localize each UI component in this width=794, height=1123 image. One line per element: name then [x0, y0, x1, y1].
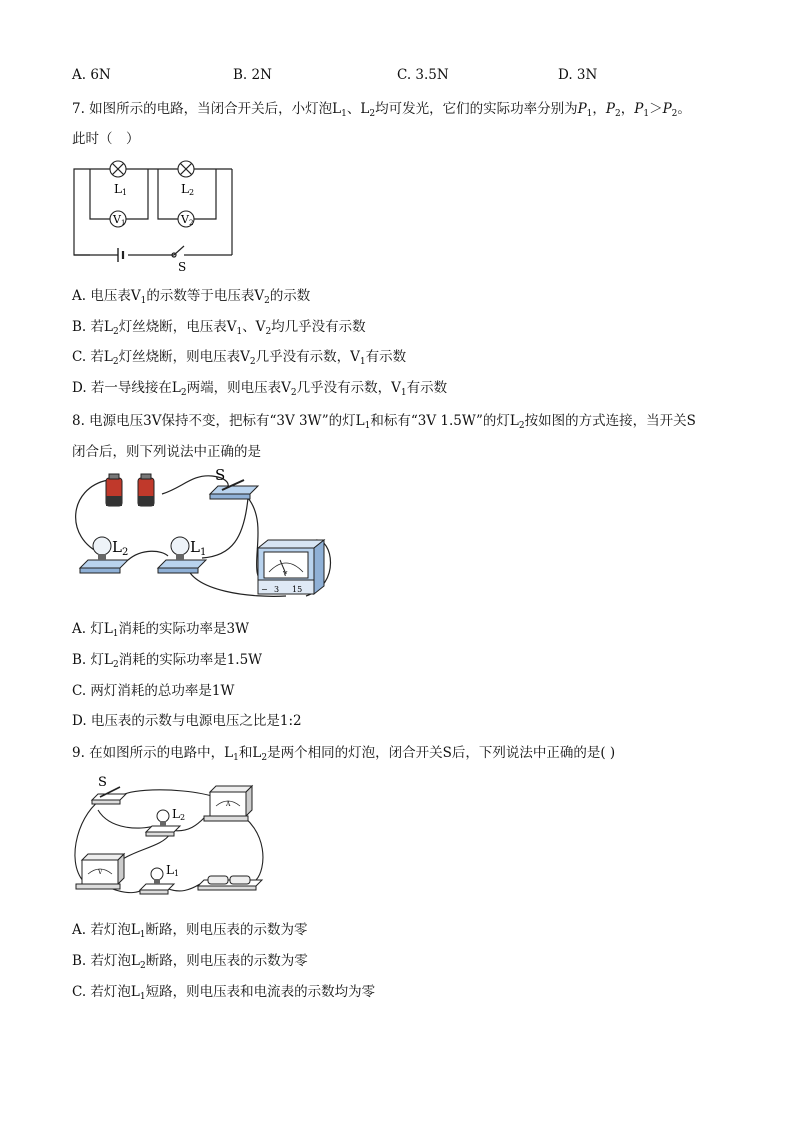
- q7-option-d: D. 若一导线接在$L_2$两端，则电压表$V_2$几乎没有示数，$V_1$有示数: [72, 380, 448, 398]
- q7-option-b: B. 若$L_2$灯丝烧断，电压表$V_1$、$V_2$均几乎没有示数: [72, 319, 366, 337]
- q9-option-b: B. 若灯泡$L_2$断路，则电压表的示数为零: [72, 953, 308, 971]
- q7-stem-line2: 此时（ ）: [72, 131, 140, 147]
- q7-option-c: C. 若$L_2$灯丝烧断，则电压表$V_2$几乎没有示数，$V_1$有示数: [72, 349, 407, 367]
- l2-label: $L_2$: [112, 538, 129, 558]
- switch-label: S: [215, 468, 226, 484]
- q8-stem-line2: 闭合后，则下列说法中正确的是: [72, 444, 261, 460]
- q8-stem-line1: 8. 电源电压3V保持不变，把标有“3V 3W”的灯$L_1$和标有“3V 1.5W”的灯$L_2$按如图的方式连接，当开关S: [72, 413, 696, 431]
- battery-icon: [106, 474, 154, 506]
- switch-label: S: [98, 775, 107, 790]
- switch-label: S: [178, 260, 187, 274]
- v1-label: V1: [113, 213, 126, 227]
- q8-option-c: C. 两灯消耗的总功率是1W: [72, 683, 235, 699]
- terminal-3: 3: [274, 585, 280, 594]
- q9-option-a: A. 若灯泡$L_1$断路，则电压表的示数为零: [72, 922, 308, 940]
- q8-option-b: B. 灯$L_2$消耗的实际功率是1.5W: [72, 652, 263, 670]
- battery-holder-icon: [198, 876, 262, 890]
- l1-label: L1: [114, 182, 128, 197]
- prev-option-c: C. 3.5N: [397, 67, 449, 83]
- l2-label: L2: [181, 182, 195, 197]
- q8-circuit-picture: [72, 468, 332, 610]
- q9-circuit-picture: [70, 770, 270, 906]
- lamp-l1-icon: [110, 161, 126, 177]
- terminal-15: 15: [292, 585, 303, 594]
- v2-label: V2: [181, 213, 194, 227]
- prev-option-d: D. 3N: [558, 67, 598, 83]
- prev-option-b: B. 2N: [233, 67, 272, 83]
- q8-option-a: A. 灯$L_1$消耗的实际功率是3W: [72, 621, 249, 639]
- l2-label: L2: [172, 807, 186, 822]
- q9-stem: 9. 在如图所示的电路中，$L_1$和$L_2$是两个相同的灯泡，闭合开关S后，下列说法中正确的是( ): [72, 745, 616, 763]
- q7-option-a: A. 电压表$V_1$的示数等于电压表$V_2$的示数: [72, 288, 311, 306]
- q7-stem-line1: 7. 如图所示的电路，当闭合开关后，小灯泡$L_1$、$L_2$均可发光，它们的实际功率分别为$P_1$，$P_2$，$P_1>P_2$。: [72, 101, 691, 119]
- voltmeter-v-label: V: [283, 571, 288, 578]
- voltmeter-v-label: V: [98, 869, 103, 876]
- ammeter-a-label: A: [226, 801, 231, 808]
- q8-option-d: D. 电压表的示数与电源电压之比是1:2: [72, 713, 302, 729]
- l1-label: $L_1$: [190, 538, 207, 558]
- voltmeter-icon: [258, 540, 324, 594]
- terminal-minus: −: [261, 585, 268, 594]
- l1-label: L1: [166, 863, 180, 878]
- lamp-l2-icon: [178, 161, 194, 177]
- prev-option-a: A. 6N: [72, 67, 111, 83]
- q7-circuit-diagram: [70, 155, 240, 275]
- q9-option-c: C. 若灯泡$L_1$短路，则电压表和电流表的示数均为零: [72, 984, 376, 1002]
